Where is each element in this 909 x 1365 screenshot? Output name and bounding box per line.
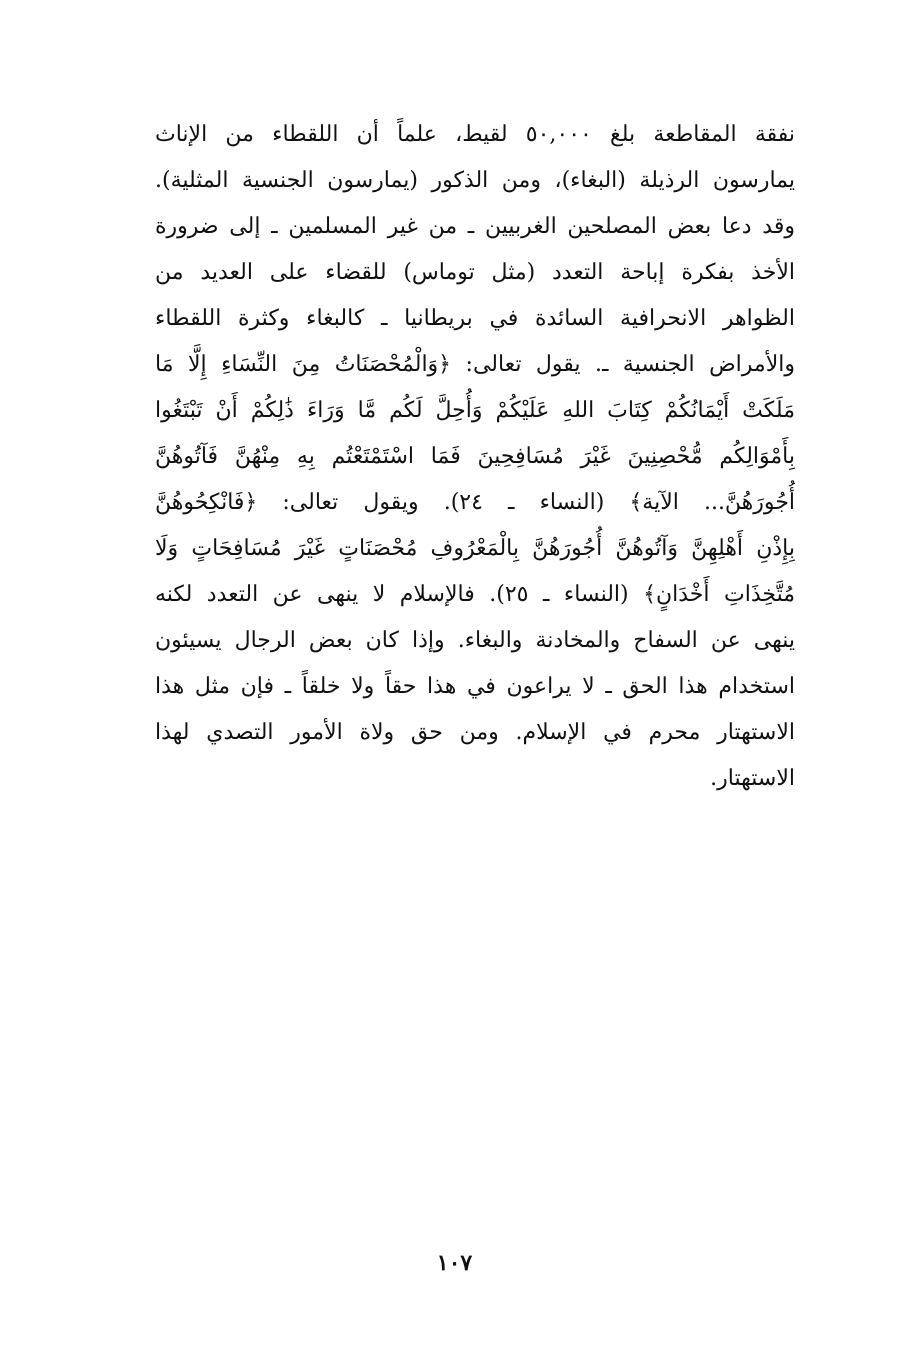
text-line-14: الاستهتار محرم في الإسلام. ومن حق ولاة الأمور التصدي لهذا [155,720,795,745]
text-line-4: الأخذ بفكرة إباحة التعدد (مثل توماس) للقضاء على العديد من [155,260,795,285]
text-line-6: والأمراض الجنسية ـ. يقول تعالى: ﴿وَالْمُحْصَنَاتُ مِنَ النِّسَاءِ إِلَّا مَا [155,352,795,377]
text-line-12: ينهى عن السفاح والمخادنة والبغاء. وإذا كان بعض الرجال يسيئون [155,628,795,653]
text-line-10: بِإِذْنِ أَهْلِهِنَّ وَآتُوهُنَّ أُجُورَهُنَّ بِالْمَعْرُوفِ مُحْصَنَاتٍ غَيْرَ مُسَافِحَاتٍ وَلَا [155,536,795,561]
text-line-8: بِأَمْوَالِكُم مُّحْصِنِينَ غَيْرَ مُسَافِحِينَ فَمَا اسْتَمْتَعْتُم بِهِ مِنْهُنَّ فَآتُوهُنَّ [155,444,795,469]
text-line-5: الظواهر الانحرافية السائدة في بريطانيا ـ كالبغاء وكثرة اللقطاء [155,306,795,331]
text-line-11: مُتَّخِذَاتِ أَخْدَانٍ﴾ (النساء ـ ٢٥). فالإسلام لا ينهى عن التعدد لكنه [155,582,795,607]
text-line-3: وقد دعا بعض المصلحين الغربيين ـ من غير المسلمين ـ إلى ضرورة [155,214,795,239]
text-line-2: يمارسون الرذيلة (البغاء)، ومن الذكور (يمارسون الجنسية المثلية). [155,168,795,193]
text-line-13: استخدام هذا الحق ـ لا يراعون في هذا حقاً ولا خلقاً ـ فإن مثل هذا [155,674,795,699]
body-text [155,112,795,802]
text-line-15: الاستهتار. [710,766,795,791]
text-line-7: مَلَكَتْ أَيْمَانُكُمْ كِتَابَ اللهِ عَلَيْكُمْ وَأُحِلَّ لَكُم مَّا وَرَاءَ ذَٰلِكُمْ أَنْ تَبْتَغُوا [155,398,795,423]
page-number: ١٠٧ [436,1250,473,1276]
text-line-9: أُجُورَهُنَّ... الآية﴾ (النساء ـ ٢٤). ويقول تعالى: ﴿فَانْكِحُوهُنَّ [155,490,795,515]
text-line-1: نفقة المقاطعة بلغ ٥٠,٠٠٠ لقيط، علماً أن اللقطاء من الإناث [155,122,795,147]
